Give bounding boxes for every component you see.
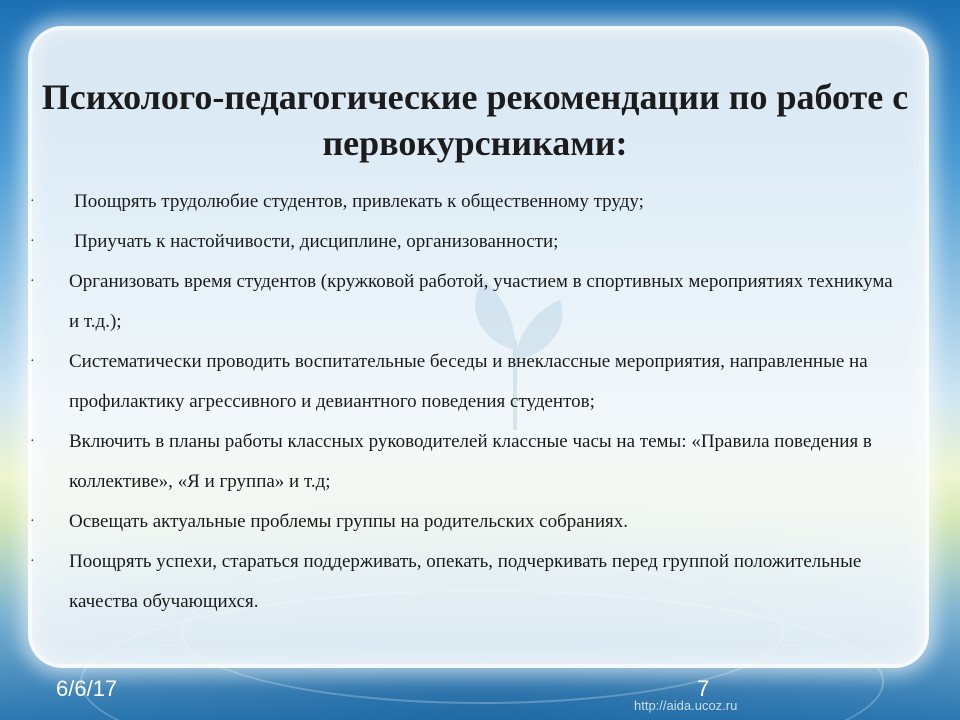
list-item-text: Поощрять трудолюбие студентов, привлекать к общественному труду; <box>74 191 644 212</box>
list-item-text: Организовать время студентов (кружковой работой, участием в спортивных мероприятиях техникума и т.д.); <box>69 271 893 332</box>
bullet-icon: · <box>30 554 35 569</box>
list-item <box>26 182 906 222</box>
bullet-icon: · <box>30 274 35 289</box>
list-item-text: Поощрять успехи, стараться поддерживать, опекать, подчеркивать перед группой положительные качества обучающихся. <box>69 551 862 612</box>
slide-number: 7 <box>697 676 710 701</box>
list-item <box>26 262 906 342</box>
bullet-icon: · <box>30 514 35 529</box>
list-item <box>26 542 906 622</box>
bullet-icon: · <box>30 194 35 209</box>
bullet-icon: · <box>30 234 35 249</box>
list-item-text: Систематически проводить воспитательные беседы и внеклассные мероприятия, направленные на профилактику агрессивного и девиантного поведения студентов; <box>69 351 868 412</box>
list-item-text: Приучать к настойчивости, дисциплине, организованности; <box>74 231 559 252</box>
list-item <box>26 422 906 502</box>
list-item-text: Освещать актуальные проблемы группы на родительских собраниях. <box>69 511 628 532</box>
list-item <box>26 222 906 262</box>
bullet-icon: · <box>30 354 35 369</box>
list-item <box>26 502 906 542</box>
list-item <box>26 342 906 422</box>
recommendations-list <box>26 182 906 622</box>
slide-title: Психолого-педагогические рекомендации по работе с первокурсниками: <box>41 77 909 163</box>
source-watermark: http://aida.ucoz.ru <box>634 698 738 713</box>
bullet-icon: · <box>30 434 35 449</box>
footer-date: 6/6/17 <box>56 676 118 701</box>
list-item-text: Включить в планы работы классных руководителей классные часы на темы: «Правила поведения в коллективе», «Я и группа» и т.д; <box>69 431 872 492</box>
